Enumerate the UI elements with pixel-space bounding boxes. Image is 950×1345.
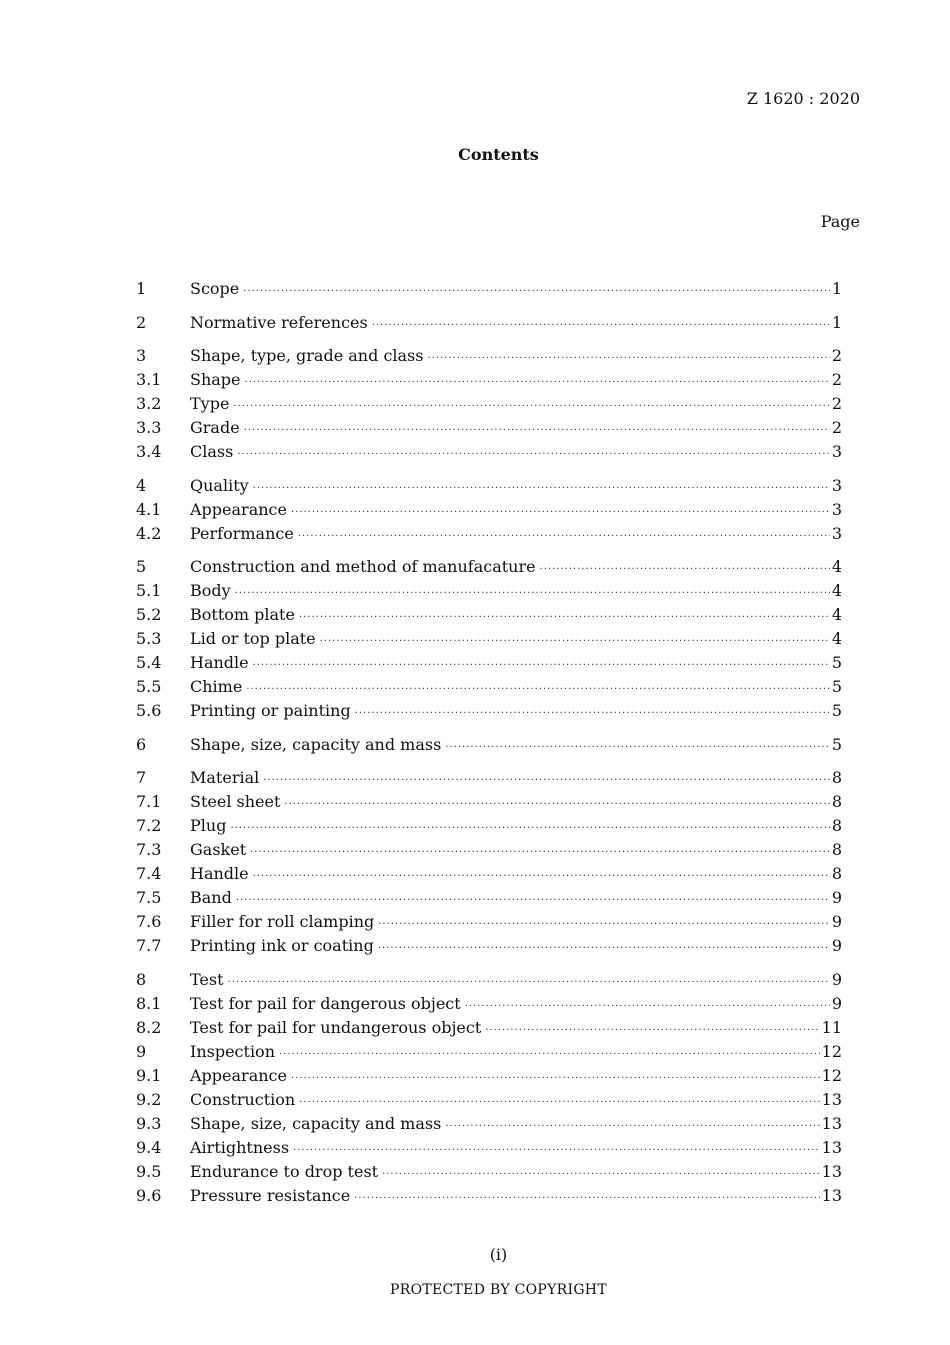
toc-entry-label: Type xyxy=(190,394,230,413)
toc-entry-label: Shape xyxy=(190,370,241,389)
toc-entry[interactable] xyxy=(136,733,842,757)
toc-entry-number: 3.1 xyxy=(136,370,162,389)
toc-entry-number: 9.3 xyxy=(136,1113,162,1133)
toc-leader-dots xyxy=(427,347,829,371)
toc-entry-number: 5 xyxy=(136,557,147,576)
toc-leader-dots xyxy=(382,1163,820,1187)
toc-entry-number: 9.4 xyxy=(136,1137,162,1157)
toc-leader-dots xyxy=(485,1019,819,1043)
toc-entry[interactable] xyxy=(136,992,842,1016)
toc-leader-dots xyxy=(244,419,830,443)
toc-entry-number: 9.2 xyxy=(136,1089,162,1109)
toc-entry-page: 13 xyxy=(821,1137,842,1157)
toc-entry-label: Airtightness xyxy=(190,1137,290,1157)
toc-entry-page: 2 xyxy=(831,418,842,437)
toc-entry-label: Grade xyxy=(190,418,240,437)
toc-leader-dots xyxy=(372,314,830,338)
toc-leader-dots xyxy=(253,477,830,501)
toc-entry-number: 5.4 xyxy=(136,653,162,672)
toc-entry-page: 12 xyxy=(821,1041,842,1061)
toc-leader-dots xyxy=(253,654,830,678)
toc-entry[interactable] xyxy=(136,344,842,368)
toc-entry[interactable] xyxy=(136,910,842,934)
toc-entry-number: 3.4 xyxy=(136,442,162,461)
toc-entry[interactable] xyxy=(136,838,842,862)
toc-entry-page: 4 xyxy=(831,557,842,576)
toc-entry[interactable] xyxy=(136,699,842,723)
toc-entry-page: 9 xyxy=(831,888,842,907)
toc-entry-label: Scope xyxy=(190,279,240,298)
toc-entry-number: 9.5 xyxy=(136,1161,162,1181)
toc-leader-dots xyxy=(245,371,830,395)
toc-entry-number: 3.3 xyxy=(136,418,162,437)
toc-entry-number: 2 xyxy=(136,312,147,332)
toc-leader-dots xyxy=(298,525,830,549)
toc-entry[interactable] xyxy=(136,1160,842,1184)
toc-entry-label: Appearance xyxy=(190,499,287,519)
toc-entry-number: 4.2 xyxy=(136,523,162,543)
toc-entry-label: Gasket xyxy=(190,840,247,859)
toc-entry-label: Shape, size, capacity and mass xyxy=(190,734,442,754)
toc-entry-label: Appearance xyxy=(190,1065,287,1085)
toc-entry-page: 8 xyxy=(831,864,842,883)
toc-entry-page: 2 xyxy=(831,394,842,413)
toc-entry-label: Endurance to drop test xyxy=(190,1161,379,1181)
toc-leader-dots xyxy=(284,793,829,817)
toc-entry-page: 2 xyxy=(831,370,842,389)
toc-entry[interactable] xyxy=(136,790,842,814)
toc-entry-page: 13 xyxy=(821,1161,842,1181)
toc-entry[interactable] xyxy=(136,627,842,651)
toc-entry-number: 7.1 xyxy=(136,792,162,811)
toc-entry-label: Band xyxy=(190,888,232,907)
toc-entry-number: 7.7 xyxy=(136,936,162,955)
toc-leader-dots xyxy=(540,558,830,582)
toc-entry-label: Normative references xyxy=(190,312,368,332)
toc-entry-label: Bottom plate xyxy=(190,605,295,624)
toc-leader-dots xyxy=(237,443,829,467)
toc-leader-dots xyxy=(233,395,829,419)
toc-entry[interactable] xyxy=(136,862,842,886)
toc-leader-dots xyxy=(354,1187,819,1211)
toc-leader-dots xyxy=(291,1067,820,1091)
toc-leader-dots xyxy=(235,582,830,606)
toc-leader-dots xyxy=(378,937,830,961)
toc-entry-page: 5 xyxy=(831,653,842,672)
toc-entry-page: 11 xyxy=(821,1017,842,1037)
toc-entry-label: Quality xyxy=(190,475,249,495)
toc-entry[interactable] xyxy=(136,311,842,335)
toc-entry[interactable] xyxy=(136,522,842,546)
toc-entry-page: 13 xyxy=(821,1185,842,1205)
toc-entry-label: Performance xyxy=(190,523,294,543)
toc-entry-number: 4 xyxy=(136,475,147,495)
toc-entry-label: Filler for roll clamping xyxy=(190,912,375,931)
toc-entry-page: 3 xyxy=(831,442,842,461)
toc-entry-number: 7.5 xyxy=(136,888,162,907)
toc-entry-label: Steel sheet xyxy=(190,792,281,811)
toc-entry-label: Material xyxy=(190,768,260,787)
toc-entry-label: Test xyxy=(190,969,224,989)
toc-entry-number: 7.6 xyxy=(136,912,162,931)
toc-entry[interactable] xyxy=(136,1064,842,1088)
toc-leader-dots xyxy=(445,1115,819,1139)
toc-entry-number: 8 xyxy=(136,969,147,989)
toc-entry-number: 7 xyxy=(136,768,147,787)
toc-entry-label: Inspection xyxy=(190,1041,275,1061)
toc-entry-page: 9 xyxy=(831,936,842,955)
toc-leader-dots xyxy=(263,769,830,793)
toc-entry-number: 8.2 xyxy=(136,1017,162,1037)
toc-entry-label: Test for pail for undangerous object xyxy=(190,1017,482,1037)
toc-leader-dots xyxy=(291,501,830,525)
toc-entry[interactable] xyxy=(136,368,842,392)
toc-entry-page: 8 xyxy=(831,816,842,835)
toc-entry-page: 3 xyxy=(831,475,842,495)
toc-entry-number: 7.3 xyxy=(136,840,162,859)
toc-leader-dots xyxy=(378,913,830,937)
toc-entry-label: Printing ink or coating xyxy=(190,936,374,955)
toc-entry-label: Handle xyxy=(190,864,249,883)
toc-entry-label: Test for pail for dangerous object xyxy=(190,993,461,1013)
toc-entry-number: 7.4 xyxy=(136,864,162,883)
toc-entry[interactable] xyxy=(136,1112,842,1136)
toc-entry-number: 9.6 xyxy=(136,1185,162,1205)
toc-entry-number: 7.2 xyxy=(136,816,162,835)
toc-entry-page: 3 xyxy=(831,523,842,543)
toc-entry-label: Handle xyxy=(190,653,249,672)
toc-entry-page: 3 xyxy=(831,499,842,519)
toc-entry-page: 13 xyxy=(821,1089,842,1109)
toc-leader-dots xyxy=(243,280,830,304)
toc-entry[interactable] xyxy=(136,603,842,627)
copyright-notice: PROTECTED BY COPYRIGHT xyxy=(390,1282,607,1298)
standard-number: Z 1620 : 2020 xyxy=(746,89,860,108)
toc-leader-dots xyxy=(445,736,830,760)
toc-entry-number: 4.1 xyxy=(136,499,162,519)
toc-leader-dots xyxy=(250,841,830,865)
toc-entry-page: 2 xyxy=(831,346,842,365)
toc-entry[interactable] xyxy=(136,814,842,838)
toc-entry-page: 9 xyxy=(831,912,842,931)
toc-entry[interactable] xyxy=(136,675,842,699)
toc-entry-page: 1 xyxy=(831,312,842,332)
toc-entry-number: 3.2 xyxy=(136,394,162,413)
toc-entry[interactable] xyxy=(136,1184,842,1208)
toc-entry-label: Plug xyxy=(190,816,227,835)
toc-entry-label: Shape, type, grade and class xyxy=(190,346,424,365)
toc-entry[interactable] xyxy=(136,1136,842,1160)
toc-entry-number: 9.1 xyxy=(136,1065,162,1085)
toc-entry[interactable] xyxy=(136,651,842,675)
page-title: Contents xyxy=(458,145,539,164)
toc-entry-label: Construction and method of manufacature xyxy=(190,557,536,576)
toc-entry-number: 6 xyxy=(136,734,147,754)
toc-entry[interactable] xyxy=(136,934,842,958)
toc-entry-number: 8.1 xyxy=(136,993,162,1013)
table-of-contents xyxy=(136,277,842,1208)
footer-page-number: (i) xyxy=(489,1245,508,1264)
toc-entry-page: 4 xyxy=(831,605,842,624)
toc-leader-dots xyxy=(320,630,830,654)
toc-entry[interactable] xyxy=(136,1088,842,1112)
toc-entry-page: 1 xyxy=(831,279,842,298)
toc-entry-page: 9 xyxy=(831,969,842,989)
toc-entry-label: Chime xyxy=(190,677,243,696)
toc-entry[interactable] xyxy=(136,766,842,790)
toc-entry-label: Construction xyxy=(190,1089,296,1109)
toc-leader-dots xyxy=(253,865,830,889)
toc-entry-number: 5.1 xyxy=(136,581,162,600)
toc-entry-number: 5.2 xyxy=(136,605,162,624)
toc-entry-label: Lid or top plate xyxy=(190,629,316,648)
toc-entry-page: 8 xyxy=(831,840,842,859)
toc-entry-label: Class xyxy=(190,442,234,461)
toc-entry-page: 13 xyxy=(821,1113,842,1133)
toc-entry[interactable] xyxy=(136,277,842,301)
toc-leader-dots xyxy=(465,995,830,1019)
toc-entry-page: 8 xyxy=(831,768,842,787)
toc-entry-label: Pressure resistance xyxy=(190,1185,351,1205)
toc-entry-page: 4 xyxy=(831,629,842,648)
toc-entry[interactable] xyxy=(136,579,842,603)
toc-entry-label: Shape, size, capacity and mass xyxy=(190,1113,442,1133)
toc-entry-page: 4 xyxy=(831,581,842,600)
toc-entry-number: 5.5 xyxy=(136,677,162,696)
toc-entry[interactable] xyxy=(136,498,842,522)
toc-entry[interactable] xyxy=(136,1016,842,1040)
toc-entry-page: 5 xyxy=(831,701,842,720)
toc-entry-label: Body xyxy=(190,581,231,600)
toc-entry[interactable] xyxy=(136,392,842,416)
toc-entry-page: 12 xyxy=(821,1065,842,1085)
toc-leader-dots xyxy=(279,1043,820,1067)
toc-leader-dots xyxy=(299,606,830,630)
toc-leader-dots xyxy=(230,817,829,841)
toc-entry[interactable] xyxy=(136,968,842,992)
toc-entry-number: 5.3 xyxy=(136,629,162,648)
toc-entry[interactable] xyxy=(136,416,842,440)
toc-entry[interactable] xyxy=(136,440,842,464)
toc-entry-page: 5 xyxy=(831,734,842,754)
toc-entry-number: 1 xyxy=(136,279,147,298)
toc-leader-dots xyxy=(355,702,830,726)
toc-entry-page: 9 xyxy=(831,993,842,1013)
toc-entry-page: 5 xyxy=(831,677,842,696)
toc-entry-number: 5.6 xyxy=(136,701,162,720)
page-column-label: Page xyxy=(820,212,860,231)
toc-entry[interactable] xyxy=(136,1040,842,1064)
toc-entry[interactable] xyxy=(136,555,842,579)
toc-entry-label: Printing or painting xyxy=(190,701,351,720)
toc-entry[interactable] xyxy=(136,886,842,910)
toc-entry-number: 9 xyxy=(136,1041,147,1061)
toc-entry-number: 3 xyxy=(136,346,147,365)
toc-entry[interactable] xyxy=(136,474,842,498)
toc-entry-page: 8 xyxy=(831,792,842,811)
